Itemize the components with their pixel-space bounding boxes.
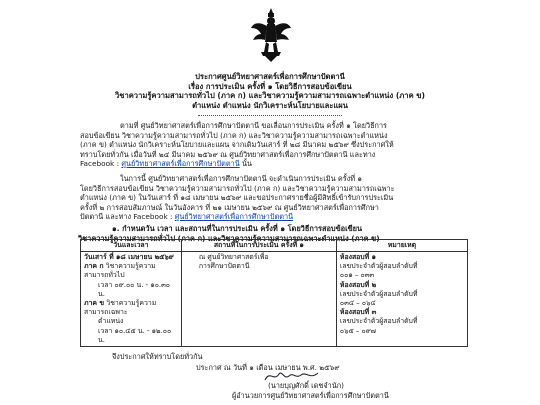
table-row bbox=[81, 252, 468, 347]
part-b-label: ภาค ข bbox=[84, 299, 105, 308]
facebook-link[interactable]: ศูนย์วิทยาศาสตร์เพื่อการศึกษาปัตตานี bbox=[121, 159, 240, 169]
room-title: ห้องสอบที่ ๒ bbox=[339, 280, 377, 289]
part-a-time: เวลา ๐๙.๐๐ น. - ๑๐.๓๐ น. bbox=[98, 280, 171, 298]
para1-line: ตามที่ ศูนย์วิทยาศาสตร์เพื่อการศึกษาปัตตานี ขอเลื่อนการประเมิน ครั้งที่ ๑ โดยวิธีการ bbox=[120, 121, 387, 130]
para1-line bbox=[80, 159, 500, 169]
header-line-2: เรื่อง การประเมิน ครั้งที่ ๑ โดยวิธีการสอบข้อเขียน bbox=[188, 81, 352, 91]
para1-text: Facebook : bbox=[80, 159, 122, 169]
part-b-subject-cont: ตำแหน่ง bbox=[98, 317, 124, 326]
room-desc: เลขประจำตัวผู้สอบลำดับที่ bbox=[339, 262, 418, 271]
para2-line: ตำแหน่ง (ภาค ข) ในวันเสาร์ ที่ ๑๘ เมษายน ๒๕๖๙ และขอประกาศรายชื่อผู้มีสิทธิ์เข้ารับการประเมิน bbox=[80, 193, 394, 203]
para1-text: นั้น bbox=[239, 159, 252, 169]
room-desc: เลขประจำตัวผู้สอบลำดับที่ bbox=[339, 317, 418, 326]
place-cell bbox=[181, 252, 336, 347]
column-header: หมายเหตุ bbox=[336, 240, 467, 252]
part-a-subject: วิชาความรู้ความสามารถทั่วไป bbox=[84, 262, 156, 280]
para1-line: (ภาค ข) ตำแหน่ง นักวิเคราะห์นโยบายและแผน จากเดิมวันเสาร์ ที่ ๒๘ มีนาคม ๒๕๖๙ ซึ่งประกาศให้ bbox=[80, 140, 394, 150]
closing-text: จึงประกาศให้ทราบโดยทั่วกัน bbox=[112, 352, 203, 361]
place-line: ณ ศูนย์วิทยาศาสตร์เพื่อ bbox=[198, 253, 269, 261]
header-line-1: ประกาศศูนย์วิทยาศาสตร์เพื่อการศึกษาปัตตานี bbox=[195, 72, 345, 81]
room-range: ๐๖๕ – ๐๙๗ bbox=[339, 326, 376, 335]
room-title: ห้องสอบที่ ๑ bbox=[339, 253, 376, 261]
column-header: สถานที่ในการประเมิน ครั้งที่ ๑ bbox=[181, 240, 336, 252]
place-line: การศึกษาปัตตานี bbox=[198, 262, 250, 271]
para2-line bbox=[80, 212, 500, 222]
room-desc: เลขประจำตัวผู้สอบลำดับที่ bbox=[339, 289, 418, 298]
schedule-table bbox=[80, 239, 468, 347]
signer-name: (นายบุญศักดิ์ เดชจำนัก) bbox=[268, 381, 344, 390]
remarks-cell bbox=[336, 252, 467, 347]
section-title-line-2: วิชาความรู้ความสามารถทั่วไป (ภาค ก) และวิชาความรู้ความสามารถเฉพาะตำแหน่ง (ภาค ข) bbox=[78, 233, 380, 243]
room-range: ๐๐๑ – ๐๓๓ bbox=[339, 271, 375, 280]
table-header-row bbox=[81, 240, 468, 252]
datetime-cell bbox=[81, 252, 182, 347]
para2-line: ในการนี้ ศูนย์วิทยาศาสตร์เพื่อการศึกษาปัตตานี จะดำเนินการประเมิน ครั้งที่ ๑ bbox=[120, 174, 363, 183]
header-divider bbox=[198, 115, 342, 116]
signer-title: ผู้อำนวยการศูนย์วิทยาศาสตร์เพื่อการศึกษาปัตตานี bbox=[232, 391, 389, 400]
part-b-subject: วิชาความรู้ความสามารถเฉพาะ bbox=[84, 299, 157, 317]
facebook-link[interactable]: ศูนย์วิทยาศาสตร์เพื่อการศึกษาปัตตานี bbox=[174, 212, 294, 222]
garuda-emblem-icon bbox=[250, 6, 292, 64]
part-a-label: ภาค ก bbox=[84, 262, 104, 271]
header-line-4: ตำแหน่ง ตำแหน่ง นักวิเคราะห์นโยบายและแผน bbox=[192, 100, 348, 110]
announcement-date: ประกาศ ณ วันที่ ๑ เดือน เมษายน พ.ศ. ๒๕๖๙ bbox=[196, 363, 340, 372]
room-range: ๐๓๔ – ๐๖๔ bbox=[339, 299, 376, 308]
para1-line: ทราบโดยทั่วกัน เมื่อวันที่ ๒๔ มีนาคม ๒๕๖๙ ณ ศูนย์วิทยาศาสตร์เพื่อการศึกษาปัตตานี และทาง bbox=[80, 149, 376, 159]
room-title: ห้องสอบที่ ๓ bbox=[339, 308, 377, 317]
exam-date: วันเสาร์ ที่ ๑๘ เมษายน ๒๕๖๙ bbox=[84, 253, 174, 261]
column-header: วันและเวลา bbox=[81, 240, 182, 252]
para1-line: สอบข้อเขียน วิชาความรู้ความสามารถทั่วไป (ภาค ก) และวิชาความรู้ความสามารถเฉพาะตำแหน่ง bbox=[80, 130, 388, 140]
para2-line: โดยวิธีการสอบข้อเขียน วิชาความรู้ความสามารถทั่วไป (ภาค ก) และวิชาความรู้ความสามารถเฉพาะ bbox=[80, 183, 395, 193]
para2-line: ครั้งที่ ๒ การสอบสัมภาษณ์ ในวันอังคาร ที่ ๒๑ เมษายน ๒๕๖๙ ณ ศูนย์วิทยาศาสตร์เพื่อการศึกษา bbox=[80, 202, 379, 212]
part-b-time: เวลา ๑๐.๔๕ น. - ๑๒.๐๐ น. bbox=[98, 326, 172, 344]
header-line-3: วิชาความรู้ความสามารถทั่วไป (ภาค ก) และวิชาความรู้ความสามารถเฉพาะตำแหน่ง (ภาค ข) bbox=[115, 91, 425, 100]
section-title-line-1: ๑. กำหนดวัน เวลา และสถานที่ในการประเมิน ครั้งที่ ๑ โดยวิธีการสอบข้อเขียน bbox=[112, 224, 363, 233]
para2-text: ปัตตานี และทาง Facebook : bbox=[80, 212, 175, 222]
